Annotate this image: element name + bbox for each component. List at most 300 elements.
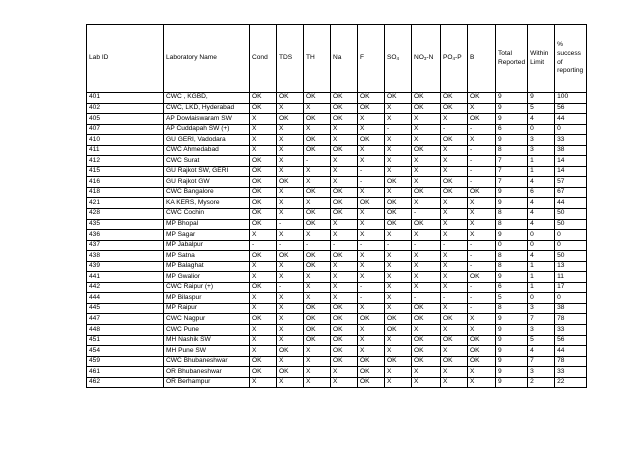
cell-laboratory-name: CWC Bhubaneshwar: [164, 356, 250, 367]
cell-b: OK: [468, 114, 496, 125]
cell-na: X: [331, 124, 358, 135]
cell-success-pct: 38: [555, 145, 587, 156]
cell-cond: OK: [250, 166, 277, 177]
cell-so4: X: [385, 156, 412, 167]
cell-f: X: [358, 303, 385, 314]
cell-b: OK: [468, 272, 496, 283]
cell-tds: X: [277, 103, 304, 114]
cell-total-reported: 7: [496, 177, 528, 188]
table-row: [87, 156, 587, 167]
cell-total-reported: 9: [496, 135, 528, 146]
cell-f: OK: [358, 135, 385, 146]
cell-so4: X: [385, 114, 412, 125]
cell-f: -: [358, 240, 385, 251]
cell-within-limit: 4: [528, 209, 555, 220]
cell-laboratory-name: CWC Pune: [164, 325, 250, 336]
table-row: [87, 261, 587, 272]
cell-so4: X: [385, 103, 412, 114]
cell-laboratory-name: CWC Bangalore: [164, 187, 250, 198]
cell-laboratory-name: CWC, LKD, Hyderabad: [164, 103, 250, 114]
table-row: [87, 135, 587, 146]
table-row: [87, 272, 587, 283]
cell-tds: X: [277, 145, 304, 156]
cell-total-reported: 8: [496, 209, 528, 220]
cell-na: X: [331, 177, 358, 188]
cell-na: OK: [331, 314, 358, 325]
cell-b: -: [468, 251, 496, 262]
cell-b: -: [468, 124, 496, 135]
cell-laboratory-name: MH Pune SW: [164, 346, 250, 357]
cell-tds: X: [277, 261, 304, 272]
header-so4: [385, 25, 412, 93]
cell-po4-p: OK: [441, 335, 468, 346]
cell-tds: X: [277, 325, 304, 336]
cell-success-pct: 100: [555, 93, 587, 104]
cell-b: -: [468, 240, 496, 251]
header-na: Na: [331, 25, 358, 93]
cell-b: X: [468, 230, 496, 241]
cell-laboratory-name: MP Gwalior: [164, 272, 250, 283]
table-row: [87, 177, 587, 188]
cell-tds: X: [277, 209, 304, 220]
cell-total-reported: 8: [496, 261, 528, 272]
cell-th: X: [304, 293, 331, 304]
cell-lab-id: 412: [87, 156, 164, 167]
cell-b: -: [468, 145, 496, 156]
cell-th: X: [304, 346, 331, 357]
cell-within-limit: 4: [528, 177, 555, 188]
cell-b: -: [468, 177, 496, 188]
cell-success-pct: 14: [555, 166, 587, 177]
cell-laboratory-name: OR Bhubaneshwar: [164, 367, 250, 378]
table-row: [87, 303, 587, 314]
table-row: [87, 346, 587, 357]
cell-so4: OK: [385, 209, 412, 220]
cell-th: OK: [304, 187, 331, 198]
cell-no3-n: -: [412, 209, 441, 220]
cell-laboratory-name: MP Satna: [164, 251, 250, 262]
cell-cond: OK: [250, 356, 277, 367]
cell-so4: -: [385, 124, 412, 135]
table-row: [87, 293, 587, 304]
cell-laboratory-name: CWC , KGBD,: [164, 93, 250, 104]
cell-f: -: [358, 177, 385, 188]
header-no3-n: [412, 25, 441, 93]
cell-cond: X: [250, 325, 277, 336]
cell-tds: X: [277, 166, 304, 177]
cell-na: X: [331, 135, 358, 146]
cell-success-pct: 22: [555, 377, 587, 388]
cell-b: OK: [468, 346, 496, 357]
cell-b: OK: [468, 187, 496, 198]
cell-f: X: [358, 219, 385, 230]
cell-na: OK: [331, 325, 358, 336]
cell-laboratory-name: MP Bilaspur: [164, 293, 250, 304]
cell-total-reported: 8: [496, 145, 528, 156]
cell-within-limit: 2: [528, 377, 555, 388]
cell-b: X: [468, 209, 496, 220]
cell-total-reported: 9: [496, 314, 528, 325]
cell-cond: OK: [250, 251, 277, 262]
cell-total-reported: 9: [496, 114, 528, 125]
cell-laboratory-name: CWC Surat: [164, 156, 250, 167]
cell-tds: OK: [277, 93, 304, 104]
cell-total-reported: 8: [496, 219, 528, 230]
cell-th: OK: [304, 303, 331, 314]
cell-lab-id: 410: [87, 135, 164, 146]
cell-po4-p: OK: [441, 356, 468, 367]
cell-no3-n: OK: [412, 145, 441, 156]
cell-po4-p: X: [441, 219, 468, 230]
cell-no3-n: X: [412, 325, 441, 336]
cell-cond: OK: [250, 187, 277, 198]
table-row: [87, 282, 587, 293]
cell-within-limit: 1: [528, 261, 555, 272]
cell-po4-p: X: [441, 114, 468, 125]
cell-b: X: [468, 103, 496, 114]
cell-success-pct: 78: [555, 314, 587, 325]
cell-total-reported: 8: [496, 303, 528, 314]
cell-success-pct: 50: [555, 251, 587, 262]
cell-na: OK: [331, 198, 358, 209]
cell-po4-p: X: [441, 325, 468, 336]
cell-no3-n: -: [412, 240, 441, 251]
cell-na: OK: [331, 93, 358, 104]
cell-success-pct: 14: [555, 156, 587, 167]
cell-within-limit: 4: [528, 251, 555, 262]
header-cond: Cond: [250, 25, 277, 93]
cell-lab-id: 447: [87, 314, 164, 325]
cell-within-limit: 4: [528, 219, 555, 230]
cell-lab-id: 459: [87, 356, 164, 367]
cell-po4-p: -: [441, 293, 468, 304]
cell-tds: X: [277, 272, 304, 283]
cell-no3-n: OK: [412, 346, 441, 357]
cell-lab-id: 437: [87, 240, 164, 251]
cell-th: OK: [304, 93, 331, 104]
cell-lab-id: 405: [87, 114, 164, 125]
cell-laboratory-name: CWC Raipur (+): [164, 282, 250, 293]
header-po4-p: [441, 25, 468, 93]
cell-b: -: [468, 303, 496, 314]
cell-within-limit: 3: [528, 325, 555, 336]
cell-cond: X: [250, 124, 277, 135]
cell-so4: X: [385, 346, 412, 357]
cell-th: X: [304, 367, 331, 378]
header-po4-sub: 4: [452, 56, 456, 62]
cell-so4: X: [385, 145, 412, 156]
cell-tds: X: [277, 293, 304, 304]
cell-na: X: [331, 261, 358, 272]
cell-laboratory-name: GU GERI, Vadodara: [164, 135, 250, 146]
cell-th: X: [304, 282, 331, 293]
cell-na: OK: [331, 346, 358, 357]
cell-within-limit: 1: [528, 166, 555, 177]
cell-tds: OK: [277, 367, 304, 378]
cell-na: OK: [331, 187, 358, 198]
cell-na: OK: [331, 303, 358, 314]
cell-laboratory-name: AP Cuddapah SW (+): [164, 124, 250, 135]
cell-success-pct: 56: [555, 335, 587, 346]
header-so4-base: SO: [387, 54, 397, 62]
cell-no3-n: X: [412, 177, 441, 188]
table-row: [87, 230, 587, 241]
cell-within-limit: 3: [528, 145, 555, 156]
cell-na: OK: [331, 335, 358, 346]
cell-cond: OK: [250, 198, 277, 209]
cell-tds: OK: [277, 114, 304, 125]
header-b: B: [468, 25, 496, 93]
table-row: [87, 240, 587, 251]
cell-total-reported: 9: [496, 198, 528, 209]
cell-lab-id: 415: [87, 166, 164, 177]
cell-so4: X: [385, 187, 412, 198]
cell-no3-n: X: [412, 114, 441, 125]
cell-no3-n: X: [412, 135, 441, 146]
cell-cond: X: [250, 114, 277, 125]
lab-results-table: [86, 24, 587, 388]
cell-total-reported: 9: [496, 356, 528, 367]
table-row: [87, 325, 587, 336]
cell-f: X: [358, 325, 385, 336]
cell-no3-n: OK: [412, 93, 441, 104]
cell-f: -: [358, 282, 385, 293]
table-row: [87, 187, 587, 198]
cell-within-limit: 3: [528, 367, 555, 378]
cell-tds: X: [277, 303, 304, 314]
cell-total-reported: 6: [496, 282, 528, 293]
cell-laboratory-name: KA KERS, Mysore: [164, 198, 250, 209]
cell-cond: OK: [250, 314, 277, 325]
cell-f: OK: [358, 314, 385, 325]
cell-na: X: [331, 367, 358, 378]
cell-tds: OK: [277, 251, 304, 262]
cell-within-limit: 4: [528, 346, 555, 357]
cell-na: OK: [331, 209, 358, 220]
cell-tds: X: [277, 377, 304, 388]
cell-b: -: [468, 156, 496, 167]
header-within-limit: Within Limit: [528, 25, 555, 93]
cell-so4: OK: [385, 177, 412, 188]
cell-lab-id: 445: [87, 303, 164, 314]
header-row: [87, 25, 587, 93]
cell-within-limit: 1: [528, 272, 555, 283]
cell-th: OK: [304, 261, 331, 272]
cell-f: X: [358, 272, 385, 283]
cell-lab-id: 438: [87, 251, 164, 262]
cell-success-pct: 50: [555, 209, 587, 220]
cell-so4: X: [385, 261, 412, 272]
cell-no3-n: -: [412, 293, 441, 304]
cell-po4-p: X: [441, 303, 468, 314]
cell-po4-p: X: [441, 346, 468, 357]
cell-na: X: [331, 272, 358, 283]
cell-success-pct: 33: [555, 325, 587, 336]
cell-po4-p: X: [441, 209, 468, 220]
cell-lab-id: 442: [87, 282, 164, 293]
cell-po4-p: X: [441, 198, 468, 209]
cell-b: X: [468, 135, 496, 146]
header-no3-sub: 3: [423, 56, 427, 62]
header-tds: TDS: [277, 25, 304, 93]
cell-so4: X: [385, 335, 412, 346]
cell-lab-id: 444: [87, 293, 164, 304]
cell-th: OK: [304, 114, 331, 125]
cell-tds: OK: [277, 177, 304, 188]
cell-success-pct: 0: [555, 293, 587, 304]
cell-within-limit: 9: [528, 93, 555, 104]
table-row: [87, 103, 587, 114]
cell-tds: X: [277, 124, 304, 135]
cell-no3-n: X: [412, 230, 441, 241]
cell-na: X: [331, 377, 358, 388]
cell-laboratory-name: CWC Nagpur: [164, 314, 250, 325]
cell-tds: -: [277, 240, 304, 251]
cell-f: OK: [358, 356, 385, 367]
cell-th: X: [304, 177, 331, 188]
cell-f: X: [358, 145, 385, 156]
cell-cond: OK: [250, 177, 277, 188]
cell-f: X: [358, 187, 385, 198]
cell-cond: OK: [250, 367, 277, 378]
cell-f: X: [358, 261, 385, 272]
cell-total-reported: 9: [496, 377, 528, 388]
header-so4-sub: 4: [396, 56, 400, 62]
cell-so4: OK: [385, 314, 412, 325]
cell-success-pct: 13: [555, 261, 587, 272]
table-row: [87, 145, 587, 156]
table-row: [87, 114, 587, 125]
cell-within-limit: 7: [528, 356, 555, 367]
header-f: F: [358, 25, 385, 93]
cell-laboratory-name: MH Nashik SW: [164, 335, 250, 346]
cell-no3-n: X: [412, 367, 441, 378]
cell-so4: OK: [385, 198, 412, 209]
cell-tds: X: [277, 314, 304, 325]
cell-po4-p: OK: [441, 314, 468, 325]
cell-total-reported: 6: [496, 124, 528, 135]
cell-lab-id: 448: [87, 325, 164, 336]
cell-na: OK: [331, 114, 358, 125]
cell-th: OK: [304, 251, 331, 262]
cell-lab-id: 436: [87, 230, 164, 241]
cell-no3-n: X: [412, 282, 441, 293]
cell-so4: X: [385, 135, 412, 146]
cell-tds: -: [277, 282, 304, 293]
cell-po4-p: OK: [441, 103, 468, 114]
cell-lab-id: 428: [87, 209, 164, 220]
cell-th: OK: [304, 135, 331, 146]
cell-cond: OK: [250, 282, 277, 293]
cell-b: X: [468, 198, 496, 209]
cell-f: X: [358, 335, 385, 346]
cell-po4-p: -: [441, 124, 468, 135]
cell-so4: X: [385, 367, 412, 378]
cell-so4: OK: [385, 356, 412, 367]
cell-total-reported: 0: [496, 240, 528, 251]
cell-th: X: [304, 356, 331, 367]
cell-f: -: [358, 166, 385, 177]
cell-po4-p: -: [441, 240, 468, 251]
table-row: [87, 198, 587, 209]
cell-within-limit: 0: [528, 293, 555, 304]
cell-within-limit: 0: [528, 240, 555, 251]
cell-within-limit: 1: [528, 282, 555, 293]
cell-f: -: [358, 293, 385, 304]
cell-po4-p: X: [441, 261, 468, 272]
cell-so4: X: [385, 303, 412, 314]
cell-cond: OK: [250, 219, 277, 230]
header-no3-tail: -N: [426, 54, 434, 62]
cell-f: X: [358, 156, 385, 167]
cell-cond: X: [250, 261, 277, 272]
cell-within-limit: 0: [528, 124, 555, 135]
cell-total-reported: 9: [496, 346, 528, 357]
cell-f: X: [358, 209, 385, 220]
cell-success-pct: 44: [555, 346, 587, 357]
cell-f: OK: [358, 367, 385, 378]
table-row: [87, 367, 587, 378]
cell-total-reported: 7: [496, 166, 528, 177]
table-row: [87, 209, 587, 220]
cell-cond: OK: [250, 93, 277, 104]
cell-so4: X: [385, 251, 412, 262]
cell-th: OK: [304, 314, 331, 325]
cell-b: -: [468, 261, 496, 272]
cell-laboratory-name: GU Rajkot GW: [164, 177, 250, 188]
cell-laboratory-name: MP Sagar: [164, 230, 250, 241]
cell-th: X: [304, 103, 331, 114]
cell-success-pct: 0: [555, 240, 587, 251]
cell-cond: -: [250, 240, 277, 251]
cell-total-reported: 9: [496, 335, 528, 346]
cell-within-limit: 3: [528, 303, 555, 314]
cell-tds: X: [277, 356, 304, 367]
cell-th: X: [304, 124, 331, 135]
table-row: [87, 251, 587, 262]
cell-po4-p: X: [441, 272, 468, 283]
cell-lab-id: 462: [87, 377, 164, 388]
cell-no3-n: X: [412, 166, 441, 177]
cell-within-limit: 6: [528, 187, 555, 198]
cell-na: OK: [331, 356, 358, 367]
cell-na: X: [331, 293, 358, 304]
cell-total-reported: 8: [496, 251, 528, 262]
cell-th: OK: [304, 325, 331, 336]
cell-so4: OK: [385, 219, 412, 230]
cell-success-pct: 38: [555, 303, 587, 314]
table-body: [87, 93, 587, 388]
header-po4-tail: -P: [455, 54, 462, 62]
cell-success-pct: 33: [555, 135, 587, 146]
cell-success-pct: 78: [555, 356, 587, 367]
cell-so4: X: [385, 272, 412, 283]
cell-lab-id: 421: [87, 198, 164, 209]
header-total-reported: Total Reported: [496, 25, 528, 93]
cell-po4-p: OK: [441, 135, 468, 146]
cell-po4-p: X: [441, 145, 468, 156]
cell-f: OK: [358, 103, 385, 114]
cell-total-reported: 9: [496, 272, 528, 283]
table-row: [87, 377, 587, 388]
cell-no3-n: OK: [412, 103, 441, 114]
cell-lab-id: 418: [87, 187, 164, 198]
cell-na: X: [331, 166, 358, 177]
cell-total-reported: 9: [496, 367, 528, 378]
cell-no3-n: X: [412, 156, 441, 167]
cell-po4-p: X: [441, 282, 468, 293]
cell-po4-p: X: [441, 156, 468, 167]
